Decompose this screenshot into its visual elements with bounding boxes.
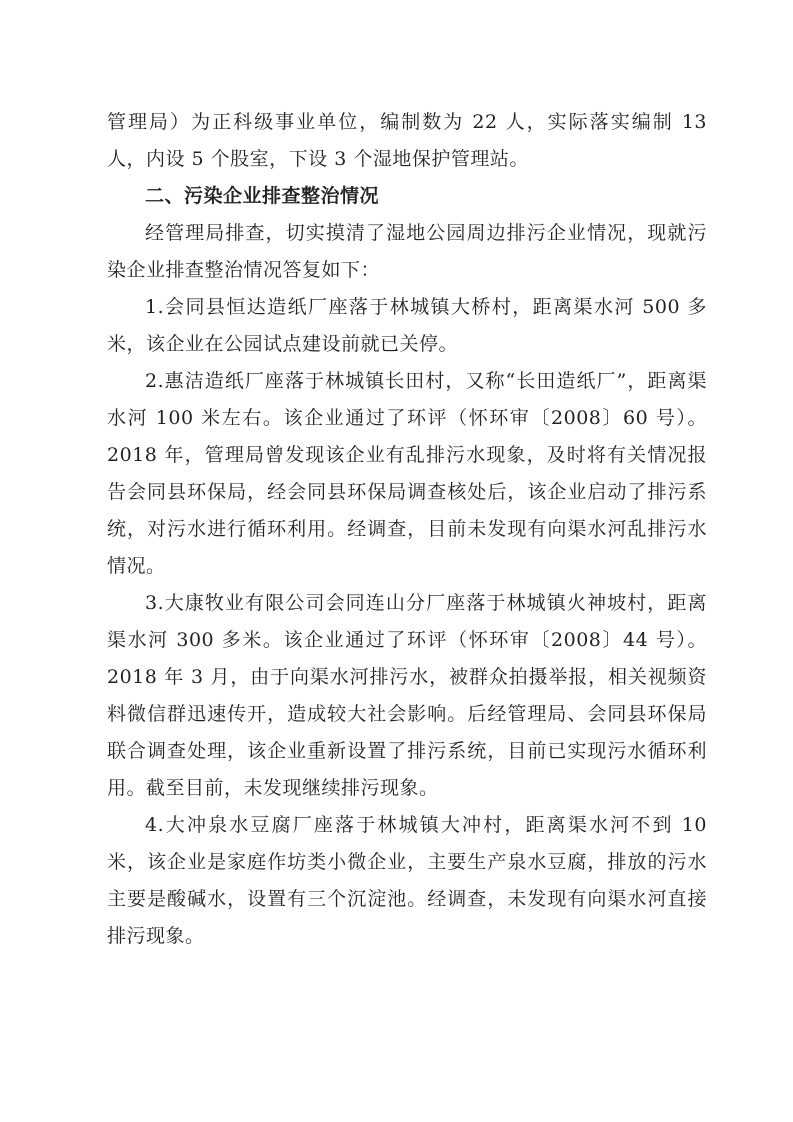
- paragraph-intro-continuation: 管理局）为正科级事业单位，编制数为 22 人，实际落实编制 13 人，内设 5 个股室，下设 3 个湿地保护管理站。: [107, 111, 707, 170]
- paragraph-item-4: 4.大冲泉水豆腐厂座落于林城镇大冲村，距离渠水河不到 10 米，该企业是家庭作坊类小微企业，主要生产泉水豆腐，排放的污水主要是酸碱水，设置有三个沉淀池。经调查，未发现有向渠水河直接排污现象。: [107, 814, 707, 947]
- paragraph-item-1: 1.会同县恒达造纸厂座落于林城镇大桥村，距离渠水河 500 多米，该企业在公园试点建设前就已关停。: [107, 296, 707, 355]
- paragraph-summary: 经管理局排查，切实摸清了湿地公园周边排污企业情况，现就污染企业排查整治情况答复如下：: [107, 222, 707, 281]
- paragraph-item-2: 2.惠洁造纸厂座落于林城镇长田村，又称“长田造纸厂”，距离渠水河 100 米左右。该企业通过了环评（怀环审〔2008〕60 号）。2018 年，管理局曾发现该企业有乱排污水现象，及时将有关情况报告会同县环保局，经会同县环保局调查核处后，该企业启动了排污系统，对污水进行循环利用。经调查，目前未发现有向渠水河乱排污水情况。: [107, 370, 707, 577]
- paragraph-item-3: 3.大康牧业有限公司会同连山分厂座落于林城镇火神坡村，距离渠水河 300 多米。该企业通过了环评（怀环审〔2008〕44 号）。2018 年 3 月，由于向渠水河排污水，被群众拍摄举报，相关视频资料微信群迅速传开，造成较大社会影响。后经管理局、会同县环保局联合调查处理，该企业重新设置了排污系统，目前已实现污水循环利用。截至目前，未发现继续排污现象。: [107, 592, 707, 799]
- section-heading: 二、污染企业排查整治情况: [145, 185, 380, 207]
- document-page: [107, 104, 707, 955]
